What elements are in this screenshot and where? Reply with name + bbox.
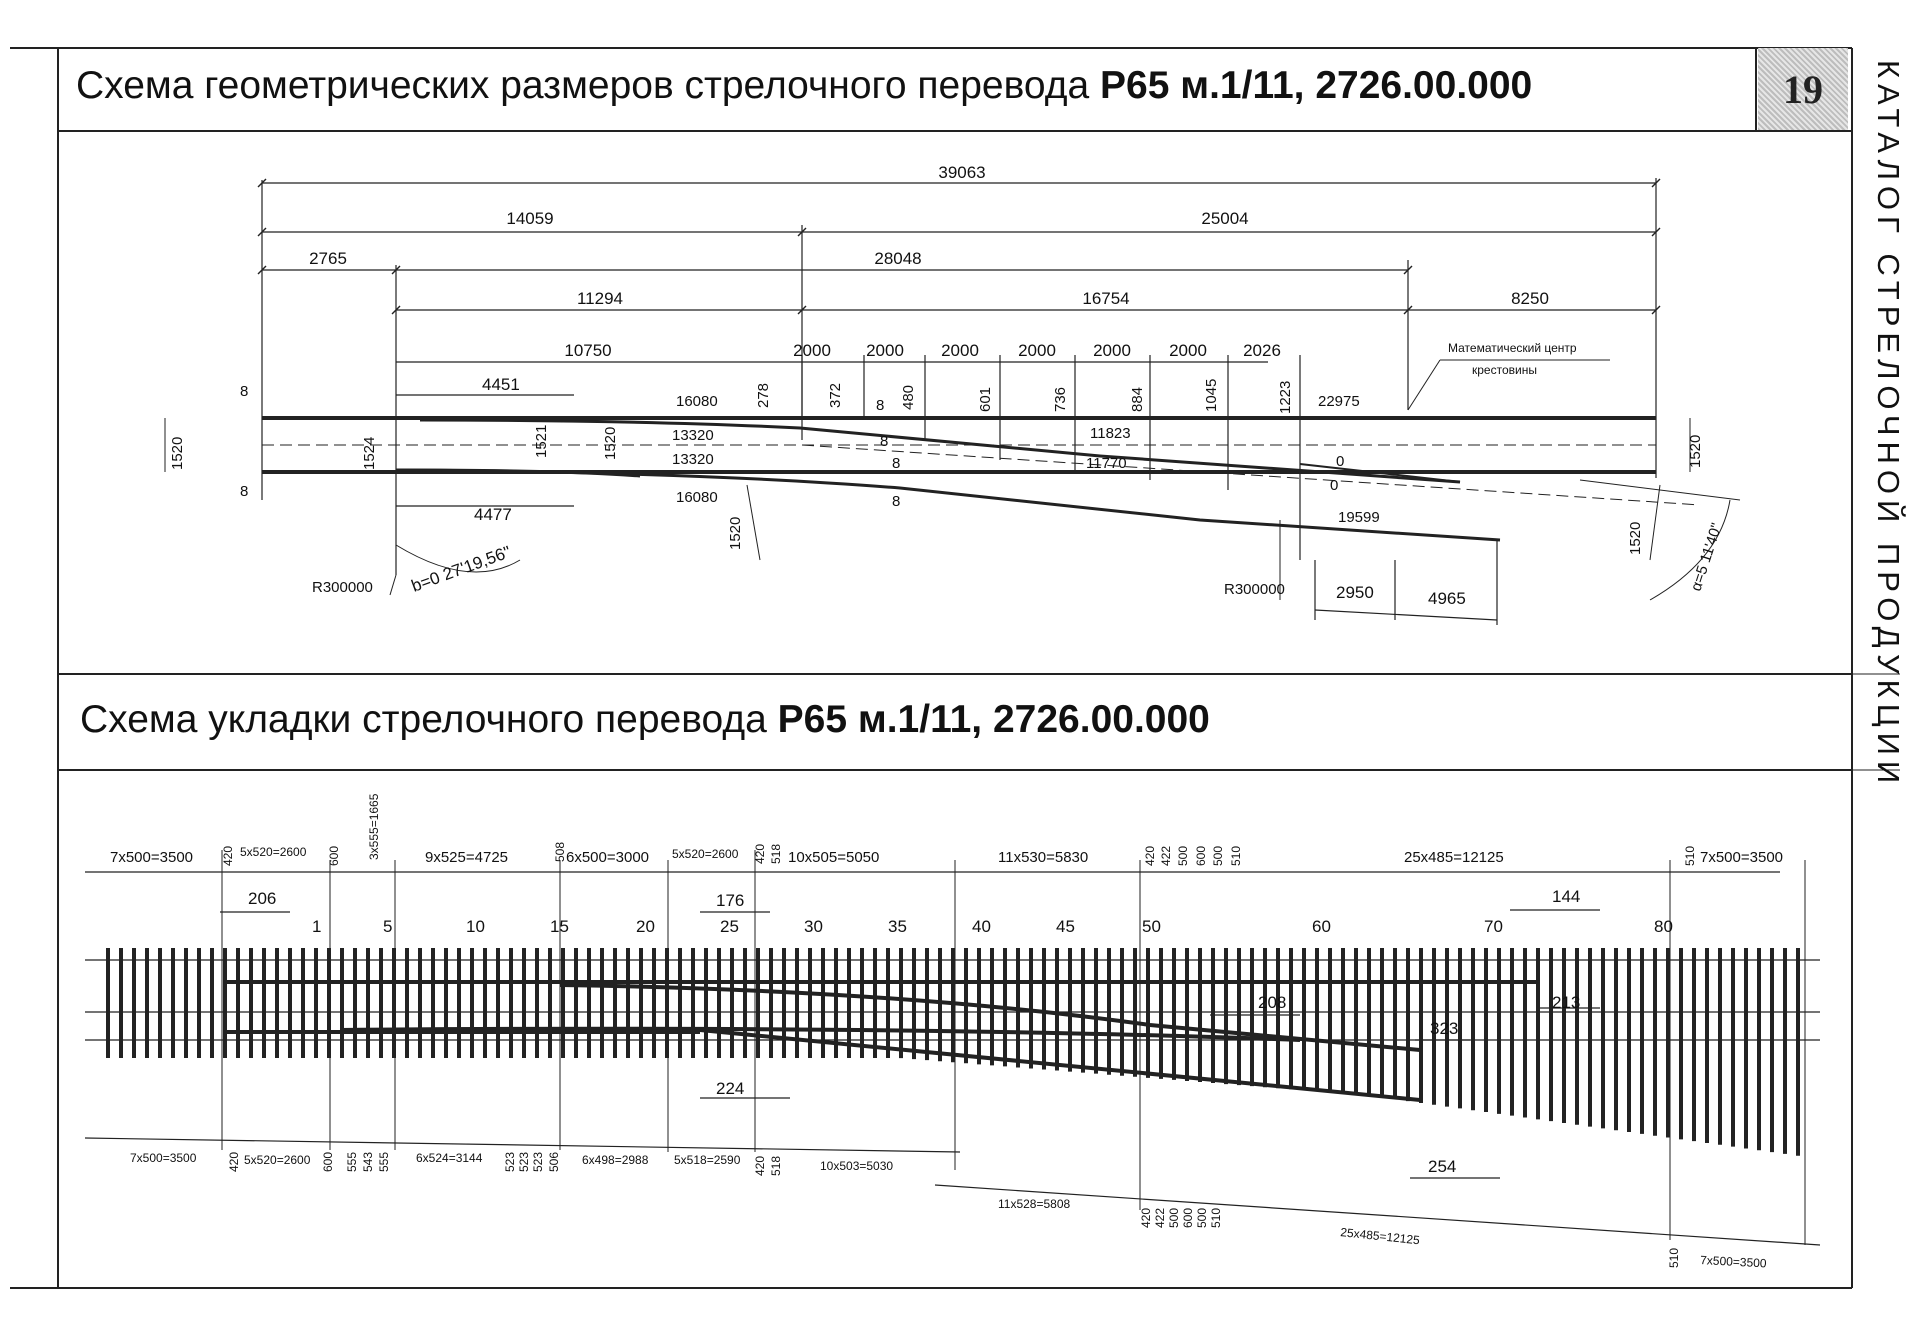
title-bold: Р65 м.1/11, 2726.00.000 <box>777 698 1210 741</box>
sleeper-number: 80 <box>1654 917 1673 936</box>
sleeper-number: 10 <box>466 917 485 936</box>
gauge-1520-mid: 1520 <box>602 426 619 460</box>
offset-8-d: 8 <box>880 433 889 450</box>
dim-4965: 4965 <box>1428 589 1466 608</box>
dim-8250: 8250 <box>1511 289 1549 308</box>
gauge-1520-bottom: 1520 <box>727 516 744 550</box>
bottom-dim: 600 <box>321 1151 335 1172</box>
title-text: Схема геометрических размеров стрелочного перевода <box>76 64 1100 107</box>
seg-dim-6: 2000 <box>1169 341 1207 360</box>
bottom-dim: 510 <box>1209 1207 1223 1228</box>
bottom-dim: 510 <box>1667 1247 1681 1268</box>
top-dim: 10x505=5050 <box>788 849 880 866</box>
bottom-dim: 6x524=3144 <box>416 1151 483 1165</box>
dim-4451: 4451 <box>482 375 520 394</box>
callout-323: 323 <box>1430 1019 1459 1038</box>
page-number <box>1758 48 1848 130</box>
radius-left: R300000 <box>312 579 373 596</box>
bottom-dim: 6x498=2988 <box>582 1153 649 1167</box>
bottom-dim: 523 <box>503 1151 517 1172</box>
geometry-scheme <box>165 178 1740 625</box>
top-dim: 420 <box>753 843 767 864</box>
bottom-dim: 7x500=3500 <box>130 1151 197 1165</box>
gauge-1521: 1521 <box>533 424 550 458</box>
math-center-label-2: крестовины <box>1472 363 1537 377</box>
sleeper-number: 25 <box>720 917 739 936</box>
top-dim: 3x555=1665 <box>367 793 381 860</box>
dim-16080-top: 16080 <box>676 393 718 410</box>
top-dim: 25x485=12125 <box>1404 849 1504 866</box>
sleeper-number: 15 <box>550 917 569 936</box>
dim-4477: 4477 <box>474 505 512 524</box>
top-dim: 7x500=3500 <box>110 849 193 866</box>
callout-254: 254 <box>1428 1157 1457 1176</box>
bottom-dim: 420 <box>753 1155 767 1176</box>
offset-8-f: 8 <box>892 493 901 510</box>
page-number-text: 19 <box>1783 66 1823 112</box>
ord-601: 601 <box>977 386 994 412</box>
sleeper-number: 50 <box>1142 917 1161 936</box>
top-dim: 420 <box>1143 845 1157 866</box>
dim-28048: 28048 <box>874 249 922 268</box>
title-bold: Р65 м.1/11, 2726.00.000 <box>1100 64 1533 107</box>
top-dim: 500 <box>1211 845 1225 866</box>
layout-scheme-title <box>80 698 1210 742</box>
bottom-dim: 11x528=5808 <box>998 1197 1071 1211</box>
catalog-sidebar <box>1858 60 1918 890</box>
math-center-label-1: Математический центр <box>1448 341 1577 355</box>
ord-278: 278 <box>755 382 772 408</box>
offset-8-b: 8 <box>240 483 249 500</box>
top-dim: 600 <box>327 845 341 866</box>
seg-dim-3: 2000 <box>941 341 979 360</box>
layout-scheme <box>85 850 1820 1248</box>
bottom-dim: 523 <box>531 1151 545 1172</box>
top-dim: 6x500=3000 <box>566 849 649 866</box>
sleepers-straight <box>108 948 1798 1156</box>
callout-144: 144 <box>1552 887 1581 906</box>
top-dim: 5x520=2600 <box>240 845 307 859</box>
geometry-scheme-title <box>76 64 1532 108</box>
dim-16080-bot: 16080 <box>676 489 718 506</box>
dim-25004: 25004 <box>1201 209 1249 228</box>
top-dim: 510 <box>1229 845 1243 866</box>
seg-dim-4: 2000 <box>1018 341 1056 360</box>
dim-2950: 2950 <box>1336 583 1374 602</box>
title-text: Схема укладки стрелочного перевода <box>80 698 778 741</box>
sleeper-number: 20 <box>636 917 655 936</box>
top-dim: 500 <box>1176 845 1190 866</box>
top-dim: 600 <box>1194 845 1208 866</box>
callout-206: 206 <box>248 889 277 908</box>
bottom-dim: 5x520=2600 <box>244 1153 311 1167</box>
dim-11294: 11294 <box>576 289 624 308</box>
dim-10750: 10750 <box>564 341 612 360</box>
dim-14059: 14059 <box>506 209 554 228</box>
sleeper-number: 60 <box>1312 917 1331 936</box>
dim-11823: 11823 <box>1090 425 1131 442</box>
bottom-dim: 500 <box>1195 1207 1209 1228</box>
dim-2765: 2765 <box>309 249 347 268</box>
gauge-1520-left: 1520 <box>169 436 186 470</box>
dim-13320-top: 13320 <box>672 427 714 444</box>
sleeper-number: 40 <box>972 917 991 936</box>
ord-736: 736 <box>1052 386 1069 412</box>
callout-224: 224 <box>716 1079 745 1098</box>
bottom-dim: 555 <box>377 1151 391 1172</box>
top-dim: 9x525=4725 <box>425 849 508 866</box>
bottom-dim: 506 <box>547 1151 561 1172</box>
dim-16754: 16754 <box>1082 289 1130 308</box>
bottom-dim: 7x500=3500 <box>1699 1253 1767 1271</box>
ord-372: 372 <box>827 382 844 408</box>
dim-22975: 22975 <box>1318 393 1360 410</box>
sleeper-number: 45 <box>1056 917 1075 936</box>
sleeper-number: 5 <box>383 917 393 936</box>
bottom-dim: 555 <box>345 1151 359 1172</box>
top-dim: 518 <box>769 843 783 864</box>
dim-39063: 39063 <box>938 163 986 182</box>
callout-208: 208 <box>1258 993 1287 1012</box>
zero-b: 0 <box>1330 477 1339 494</box>
dim-13320-bot: 13320 <box>672 451 714 468</box>
top-dim: 510 <box>1683 845 1697 866</box>
top-dim: 422 <box>1159 845 1173 866</box>
offset-8-a: 8 <box>240 383 249 400</box>
top-dim: 420 <box>221 845 235 866</box>
top-dim: 11x530=5830 <box>998 849 1089 866</box>
gauge-1524: 1524 <box>361 436 378 470</box>
angle-b: b=0 27'19,56" <box>408 542 514 596</box>
ord-480: 480 <box>900 384 917 410</box>
callout-176: 176 <box>716 891 745 910</box>
bottom-dim: 500 <box>1167 1207 1181 1228</box>
zero-a: 0 <box>1336 453 1345 470</box>
bottom-dim: 543 <box>361 1151 375 1172</box>
bottom-dim: 10x503=5030 <box>820 1159 894 1173</box>
ord-884: 884 <box>1129 386 1146 412</box>
sleeper-number: 1 <box>312 917 322 936</box>
offset-8-c: 8 <box>876 397 885 414</box>
gauge-1520-diverging: 1520 <box>1627 521 1644 555</box>
sleeper-number: 70 <box>1484 917 1503 936</box>
gauge-1520-right: 1520 <box>1687 434 1704 468</box>
bottom-dim: 420 <box>227 1151 241 1172</box>
dim-11770: 11770 <box>1086 455 1127 472</box>
offset-8-e: 8 <box>892 455 901 472</box>
dim-19599: 19599 <box>1338 509 1380 526</box>
geometry-labels <box>169 163 1726 608</box>
top-dim: 5x520=2600 <box>672 847 739 861</box>
angle-alpha: α=5 11'40" <box>1687 521 1726 594</box>
radius-right: R300000 <box>1224 581 1285 598</box>
ord-1045: 1045 <box>1203 378 1220 412</box>
seg-dim-7: 2026 <box>1243 341 1281 360</box>
bottom-dim: 523 <box>517 1151 531 1172</box>
bottom-dim: 600 <box>1181 1207 1195 1228</box>
sleeper-number: 35 <box>888 917 907 936</box>
bottom-dim: 25x485=12125 <box>1339 1225 1421 1248</box>
seg-dim-1: 2000 <box>793 341 831 360</box>
top-dim: 7x500=3500 <box>1700 849 1783 866</box>
bottom-dim: 422 <box>1153 1207 1167 1228</box>
callout-213: 213 <box>1552 993 1581 1012</box>
bottom-dim: 420 <box>1139 1207 1153 1228</box>
seg-dim-2: 2000 <box>866 341 904 360</box>
ord-1223: 1223 <box>1277 380 1294 414</box>
sidebar-text: КАТАЛОГ СТРЕЛОЧНОЙ ПРОДУКЦИИ <box>1871 60 1906 790</box>
top-dim: 508 <box>553 841 567 862</box>
seg-dim-5: 2000 <box>1093 341 1131 360</box>
bottom-dim: 518 <box>769 1155 783 1176</box>
sleeper-number: 30 <box>804 917 823 936</box>
bottom-dim: 5x518=2590 <box>674 1153 741 1167</box>
